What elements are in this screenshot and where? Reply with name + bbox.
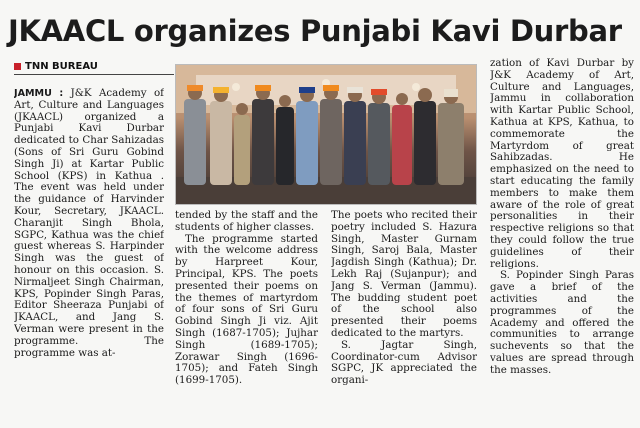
article-column-2: [175, 210, 318, 418]
byline-text: TNN BUREAU: [25, 61, 98, 72]
dateline: JAMMU :: [14, 88, 64, 99]
headline: JKAACL organizes Punjabi Kavi Durbar: [8, 14, 622, 48]
column2-paragraph: tended by the staff and the students of higher classes.: [175, 210, 318, 233]
byline-marker-icon: [14, 63, 21, 70]
column4-paragraph: zation of Kavi Durbar by J&K Academy of Art, Culture and Languages, Jammu in collaboration with Kartar Public School, Kathua at KPS, Kathua, to commemorate the Martyrdom of great Sahibzadas. He emphasized on the need to start educating the family members to make them aware of the role of great personalities in their respective religions so that they could follow the true guidelines of their religions.: [490, 58, 634, 270]
byline: [14, 61, 98, 72]
event-photo: [175, 64, 477, 205]
column3-paragraph: The poets who recited their poetry included S. Hazura Singh, Master Gurnam Singh, Saroj Bala, Master Jagdish Singh (Kathua); Dr. Lekh Raj (Sujanpur); and Jang S. Verman (Jammu). The budding student poet of the school also presented their poems dedicated to the martyrs.: [331, 210, 477, 339]
group-photo-illustration: [176, 65, 476, 204]
byline-rule: [14, 74, 174, 75]
column2-paragraph: The programme started with the welcome address by Harpreet Kour, Principal, KPS. The poets presented their poems on the themes of martyrdom of four sons of Sri Guru Gobind Singh Ji viz. Ajit Singh (1687-1705); Jujhar Singh (1689-1705); Zorawar Singh (1696-1705); and Fateh Singh (1699-1705).: [175, 232, 318, 387]
column1-paragraph: JAMMU : J&K Academy of Art, Culture and Languages (JKAACL) organized a Punjabi Kavi Durbar dedicated to Char Sahizadas (Sons of Sri Guru Gobind Singh Ji) at Kartar Public School (KPS) in Kathua . The event was held under the guidance of Harvinder Kour, Secretary, JKAACL. Charanjit Singh Bhola, SGPC, Kathua was the chief guest whereas S. Harpinder Singh was the guest of honour on this occasion. S. Nirmaljeet Singh Chairman, KPS, Popinder Singh Paras, Editor Sheeraza Punjabi of JKAACL, and Jang S. Verman were present in the programme. The programme was at-: [14, 88, 164, 359]
article-column-3: [331, 210, 477, 418]
article-column-4: [490, 58, 634, 418]
article-column-1: [14, 88, 164, 418]
column4-paragraph: S. Popinder Singh Paras gave a brief of the activities and the programmes of the Academy and offered the communities to arrange suchevents so that the values are spread through the masses.: [490, 269, 634, 376]
column3-paragraph: S. Jagtar Singh, Coordinator-cum Advisor SGPC, JK appreciated the organi-: [331, 338, 477, 387]
